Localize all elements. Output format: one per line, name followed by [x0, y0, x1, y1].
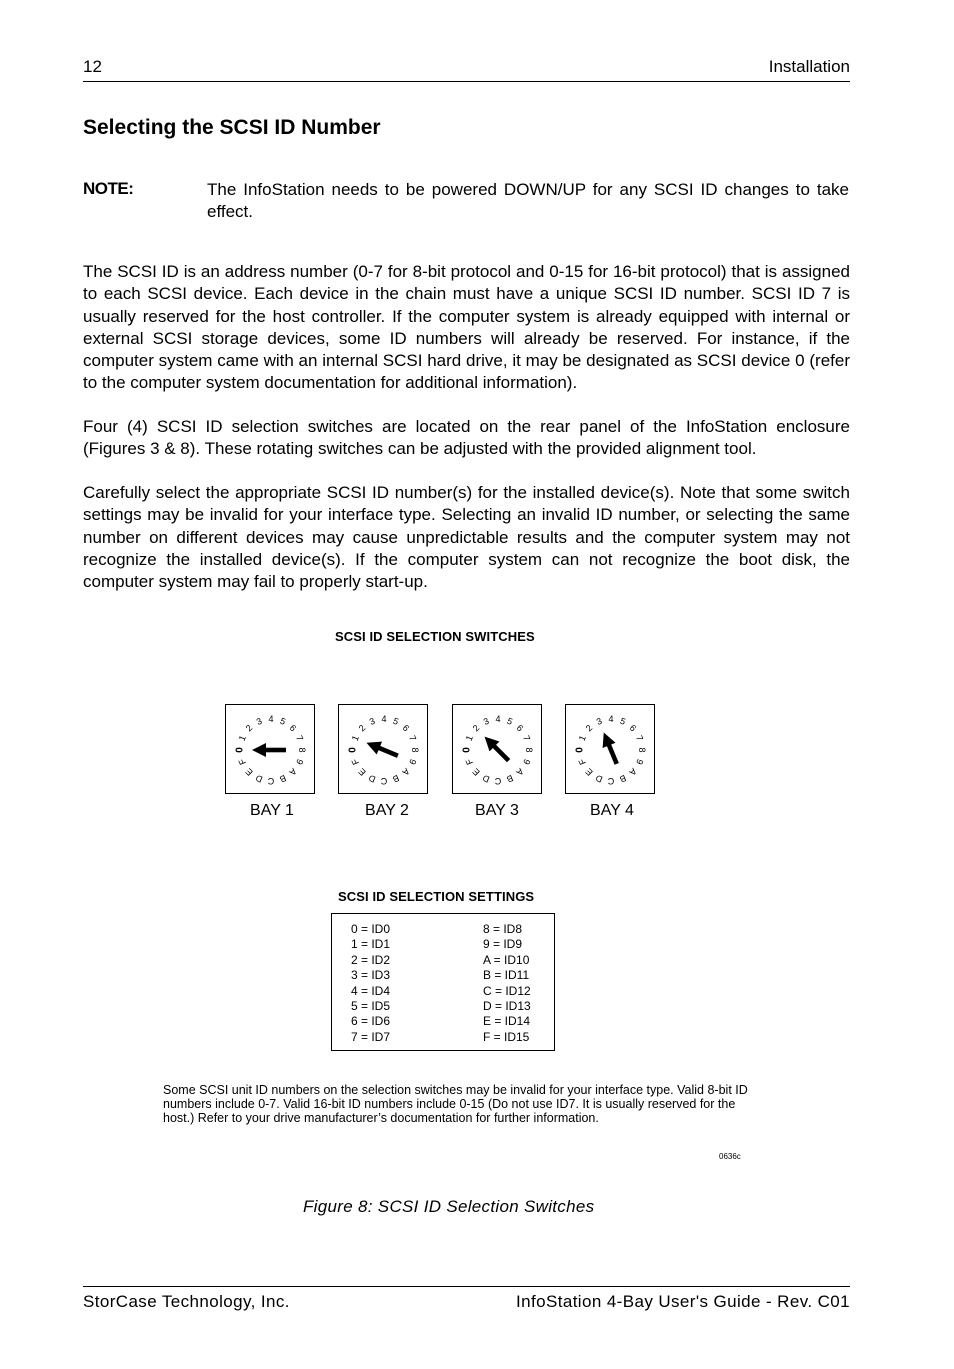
dial-label: 2 — [583, 722, 595, 734]
bay-1-label: BAY 1 — [250, 802, 294, 819]
dial-label: F — [463, 757, 476, 767]
settings-column-left — [351, 922, 390, 1045]
dial-label: D — [481, 772, 492, 785]
figure-caption: Figure 8: SCSI ID Selection Switches — [303, 1197, 595, 1216]
dial-label: 0 — [347, 747, 359, 753]
bay-2-label: BAY 2 — [365, 802, 409, 819]
dial-label: E — [243, 766, 255, 778]
settings-entry: 0 = ID0 — [351, 922, 391, 936]
dial-label: C — [494, 776, 502, 786]
settings-entry: 7 = ID7 — [351, 1029, 391, 1044]
dial-label: 6 — [400, 722, 412, 734]
switches-title: SCSI ID SELECTION SWITCHES — [335, 629, 535, 644]
dial-label: D — [367, 772, 378, 785]
settings-entry: B = ID11 — [483, 968, 530, 983]
settings-entry: 6 = ID6 — [351, 1014, 391, 1029]
settings-entry: E = ID14 — [483, 1014, 531, 1029]
dial-label: B — [391, 772, 401, 785]
dial-label: 1 — [349, 733, 361, 743]
bay-3-label: BAY 3 — [475, 802, 519, 819]
page-number: 12 — [83, 57, 102, 76]
settings-entry: 5 = ID5 — [351, 999, 391, 1014]
dial-label: 1 — [463, 733, 475, 743]
dial-label: 9 — [521, 757, 533, 767]
dial-label: 5 — [391, 715, 401, 727]
dial-label: E — [356, 766, 368, 778]
rotary-switch-bay-3 — [452, 704, 542, 794]
dial-label: 6 — [287, 722, 299, 734]
dial-label: A — [627, 766, 639, 778]
dial-label: C — [380, 776, 388, 786]
footer-title: InfoStation 4-Bay User's Guide - Rev. C01 — [516, 1292, 850, 1311]
dial-label: 6 — [514, 722, 526, 734]
footer-company: StorCase Technology, Inc. — [83, 1292, 290, 1311]
dial-icon — [226, 705, 316, 795]
dial-label: 1 — [576, 733, 588, 743]
section-heading: Selecting the SCSI ID Number — [83, 116, 381, 139]
settings-entry: 9 = ID9 — [483, 937, 523, 952]
dial-label: 3 — [367, 715, 377, 727]
arrow-icon — [597, 730, 623, 767]
settings-entry: D = ID13 — [483, 999, 531, 1014]
dial-label: 4 — [495, 714, 501, 724]
dial-label: D — [254, 772, 265, 785]
dial-label: E — [470, 766, 482, 778]
settings-entry: C = ID12 — [483, 983, 531, 998]
rotary-switch-bay-4 — [565, 704, 655, 794]
dial-label: 0 — [461, 747, 473, 753]
dial-icon — [339, 705, 429, 795]
settings-entry: F = ID15 — [483, 1029, 530, 1044]
dial-label: 7 — [634, 733, 646, 743]
dial-label: 7 — [407, 733, 419, 743]
settings-table — [331, 913, 555, 1051]
dial-label: 5 — [278, 715, 288, 727]
dial-label: 7 — [294, 733, 306, 743]
dial-label: 9 — [407, 757, 419, 767]
paragraph-switch-location: Four (4) SCSI ID selection switches are located on the rear panel of the InfoStation enclosure (Figures 3 & 8). These rotating switches can be adjusted with the provided alignment tool. — [83, 417, 850, 459]
dial-label: F — [236, 757, 249, 767]
dial-label: A — [514, 766, 526, 778]
dial-label: E — [583, 766, 595, 778]
dial-label: 4 — [608, 714, 614, 724]
dial-label: 4 — [381, 714, 387, 724]
settings-entry: 1 = ID1 — [351, 937, 391, 952]
dial-label: 5 — [618, 715, 628, 727]
settings-column-right — [483, 922, 531, 1045]
dial-label: 1 — [236, 733, 248, 743]
dial-label: 9 — [634, 757, 646, 767]
dial-label: 2 — [243, 722, 255, 734]
settings-entry: 4 = ID4 — [351, 983, 391, 998]
dial-label: 8 — [637, 747, 647, 753]
note-text: The InfoStation needs to be powered DOWN/UP for any SCSI ID changes to take effect. — [207, 180, 849, 222]
dial-label: 0 — [574, 747, 586, 753]
dial-label: 7 — [521, 733, 533, 743]
dial-label: 3 — [594, 715, 604, 727]
dial-icon — [453, 705, 543, 795]
note-label: NOTE: — [83, 179, 134, 198]
dial-label: A — [400, 766, 412, 778]
footer-rule — [83, 1286, 850, 1287]
settings-entry: 3 = ID3 — [351, 968, 391, 983]
arrow-icon — [252, 743, 286, 757]
settings-title: SCSI ID SELECTION SETTINGS — [338, 889, 535, 904]
dial-label: F — [349, 757, 362, 767]
dial-label: F — [576, 757, 589, 767]
dial-label: B — [618, 772, 628, 785]
dial-label: 3 — [481, 715, 491, 727]
arrow-icon — [364, 736, 401, 762]
dial-label: A — [287, 766, 299, 778]
dial-label: 4 — [268, 714, 274, 724]
dial-label: 5 — [505, 715, 515, 727]
paragraph-scsi-id: The SCSI ID is an address number (0-7 for 8-bit protocol and 0-15 for 16-bit protocol) that is assigned to each SCSI device. Each device in the chain must have a unique SCSI ID number. SCSI ID 7 is usually reserved for the host controller. If the computer system is already equipped with internal or external SCSI storage devices, some ID numbers will already be reserved. For instance, if the computer system came with an internal SCSI hard drive, it may be designated as SCSI device 0 (refer to the computer system documentation for additional information). — [83, 262, 850, 393]
dial-label: 3 — [254, 715, 264, 727]
dial-label: C — [607, 776, 615, 786]
settings-entry: 2 = ID2 — [351, 952, 391, 967]
dial-label: 8 — [410, 747, 420, 753]
rotary-switch-bay-2 — [338, 704, 428, 794]
dial-label: 2 — [470, 722, 482, 734]
dial-label: 9 — [294, 757, 306, 767]
dial-label: B — [505, 772, 515, 785]
bay-4-label: BAY 4 — [590, 802, 634, 819]
dial-label: D — [594, 772, 605, 785]
figure-note: Some SCSI unit ID numbers on the selection switches may be invalid for your interface type. Valid 8-bit ID numbers include 0-7. Valid 16-bit ID numbers include 0-15 (Do not use ID7. It is usually reserved for the host.) Refer to your drive manufacturer’s documentation for further information. — [163, 1083, 748, 1125]
arrow-icon — [480, 732, 514, 766]
paragraph-caution: Carefully select the appropriate SCSI ID number(s) for the installed device(s). Note that some switch settings may be invalid for your interface type. Selecting an invalid ID number, or selecting the same number on different devices may cause unpredictable results and the computer system may not recognize the installed device(s). If the computer system can not recognize the boot disk, the computer system may fail to properly start-up. — [83, 483, 850, 592]
dial-label: 8 — [524, 747, 534, 753]
settings-entry: 8 = ID8 — [483, 922, 523, 936]
running-header: Installation — [768, 57, 850, 76]
settings-entry: A = ID10 — [483, 952, 530, 967]
rotary-switch-bay-1 — [225, 704, 315, 794]
figure-tag: 0636c — [719, 1152, 741, 1161]
dial-label: 2 — [356, 722, 368, 734]
header-rule — [83, 81, 850, 82]
dial-label: C — [267, 776, 275, 786]
dial-label: B — [278, 772, 288, 785]
dial-label: 8 — [297, 747, 307, 753]
dial-label: 6 — [627, 722, 639, 734]
dial-icon — [566, 705, 656, 795]
dial-label: 0 — [234, 747, 246, 753]
